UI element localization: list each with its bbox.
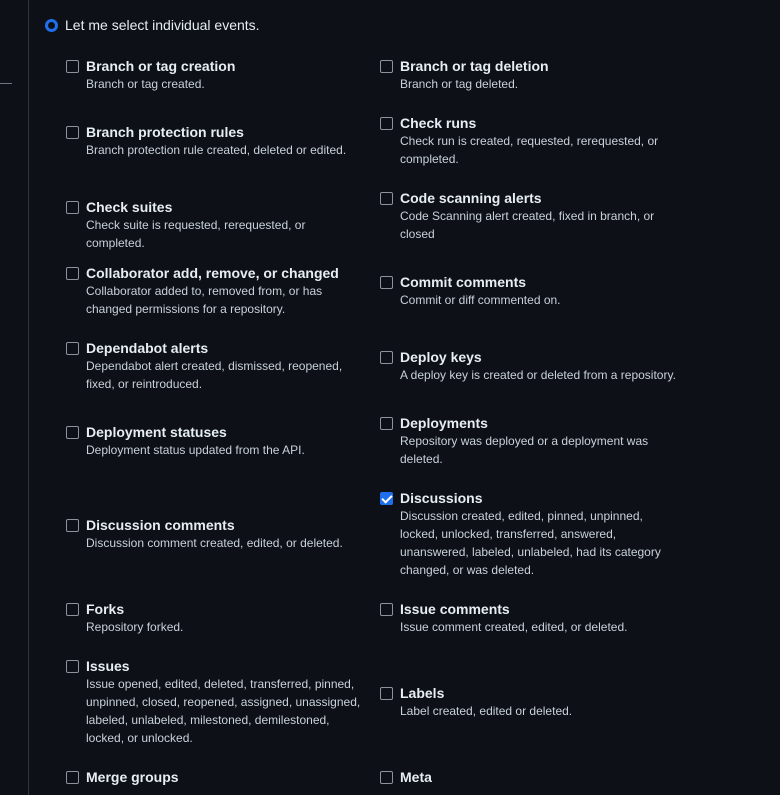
event-title: Branch protection rules — [86, 124, 244, 140]
event-collaborator-changes[interactable] — [66, 264, 366, 318]
checkbox[interactable] — [66, 126, 79, 139]
event-description: Code Scanning alert created, fixed in branch, or closed — [400, 209, 655, 241]
event-title: Forks — [86, 601, 125, 617]
checkbox[interactable] — [66, 603, 79, 616]
event-description: Issue opened, edited, deleted, transferred, pinned, unpinned, closed, reopened, assigned, unassigned, labeled, unlabeled, milestoned, demilestoned, locked, or unlocked. — [86, 677, 361, 745]
checkbox[interactable] — [66, 660, 79, 673]
checkbox[interactable] — [380, 351, 393, 364]
select-individual-events-option[interactable] — [45, 17, 260, 33]
event-description: Check suite is requested, rerequested, or completed. — [86, 218, 306, 250]
event-deployments[interactable] — [380, 414, 680, 468]
event-description: Discussion created, edited, pinned, unpinned, locked, unlocked, transferred, answered, unanswered, labeled, unlabeled, had its category changed, or was deleted. — [400, 509, 661, 577]
event-meta[interactable] — [380, 768, 680, 786]
event-title: Branch or tag deletion — [400, 58, 549, 74]
event-description: Repository was deployed or a deployment was deleted. — [400, 434, 649, 466]
event-title: Issues — [86, 658, 130, 674]
event-description: Dependabot alert created, dismissed, reopened, fixed, or reintroduced. — [86, 359, 343, 391]
event-forks[interactable] — [66, 600, 366, 636]
event-issues[interactable] — [66, 657, 366, 747]
checkbox[interactable] — [66, 519, 79, 532]
checkbox[interactable] — [380, 771, 393, 784]
event-commit-comments[interactable] — [380, 273, 680, 309]
left-divider — [28, 0, 29, 795]
event-title: Collaborator add, remove, or changed — [86, 265, 339, 281]
event-title: Deployments — [400, 415, 488, 431]
select-individual-events-label: Let me select individual events. — [65, 17, 260, 33]
event-branch-or-tag-deletion[interactable] — [380, 57, 680, 93]
event-branch-or-tag-creation[interactable] — [66, 57, 366, 93]
event-title: Issue comments — [400, 601, 510, 617]
checkbox[interactable] — [66, 201, 79, 214]
event-issue-comments[interactable] — [380, 600, 680, 636]
checkbox[interactable] — [380, 417, 393, 430]
event-merge-groups[interactable] — [66, 768, 366, 786]
event-title: Commit comments — [400, 274, 527, 290]
event-title: Code scanning alerts — [400, 190, 542, 206]
event-title: Deployment statuses — [86, 424, 227, 440]
event-description: Issue comment created, edited, or deleted. — [400, 620, 628, 634]
checkbox[interactable] — [380, 60, 393, 73]
event-branch-protection-rules[interactable] — [66, 123, 366, 159]
event-title: Check runs — [400, 115, 477, 131]
event-deployment-statuses[interactable] — [66, 423, 366, 459]
event-description: Check run is created, requested, rerequested, or completed. — [400, 134, 659, 166]
event-title: Meta — [400, 769, 432, 785]
event-description: Collaborator added to, removed from, or has changed permissions for a repository. — [86, 284, 323, 316]
event-title: Discussion comments — [86, 517, 235, 533]
checkbox[interactable] — [380, 276, 393, 289]
event-title: Discussions — [400, 490, 483, 506]
checkbox-checked[interactable] — [380, 492, 393, 505]
event-title: Branch or tag creation — [86, 58, 236, 74]
checkbox[interactable] — [66, 771, 79, 784]
event-code-scanning-alerts[interactable] — [380, 189, 680, 243]
checkbox[interactable] — [66, 426, 79, 439]
event-description: Commit or diff commented on. — [400, 293, 561, 307]
checkbox[interactable] — [380, 687, 393, 700]
event-description: Discussion comment created, edited, or deleted. — [86, 536, 343, 550]
event-title: Labels — [400, 685, 445, 701]
checkbox[interactable] — [380, 117, 393, 130]
checkbox[interactable] — [66, 342, 79, 355]
event-description: Branch or tag created. — [86, 77, 205, 91]
left-tick-mark — [0, 83, 12, 84]
event-labels[interactable] — [380, 684, 680, 720]
event-title: Deploy keys — [400, 349, 482, 365]
event-description: Label created, edited or deleted. — [400, 704, 573, 718]
event-check-runs[interactable] — [380, 114, 680, 168]
radio-selected-icon[interactable] — [45, 19, 58, 32]
checkbox[interactable] — [66, 60, 79, 73]
event-description: Repository forked. — [86, 620, 184, 634]
event-check-suites[interactable] — [66, 198, 366, 252]
checkbox[interactable] — [380, 603, 393, 616]
event-description: A deploy key is created or deleted from a repository. — [400, 368, 676, 382]
event-dependabot-alerts[interactable] — [66, 339, 366, 393]
event-description: Deployment status updated from the API. — [86, 443, 305, 457]
event-title: Dependabot alerts — [86, 340, 209, 356]
event-description: Branch protection rule created, deleted or edited. — [86, 143, 347, 157]
event-title: Merge groups — [86, 769, 179, 785]
event-description: Branch or tag deleted. — [400, 77, 519, 91]
checkbox[interactable] — [380, 192, 393, 205]
checkbox[interactable] — [66, 267, 79, 280]
event-title: Check suites — [86, 199, 173, 215]
event-deploy-keys[interactable] — [380, 348, 680, 384]
event-discussions[interactable] — [380, 489, 680, 579]
event-discussion-comments[interactable] — [66, 516, 366, 552]
